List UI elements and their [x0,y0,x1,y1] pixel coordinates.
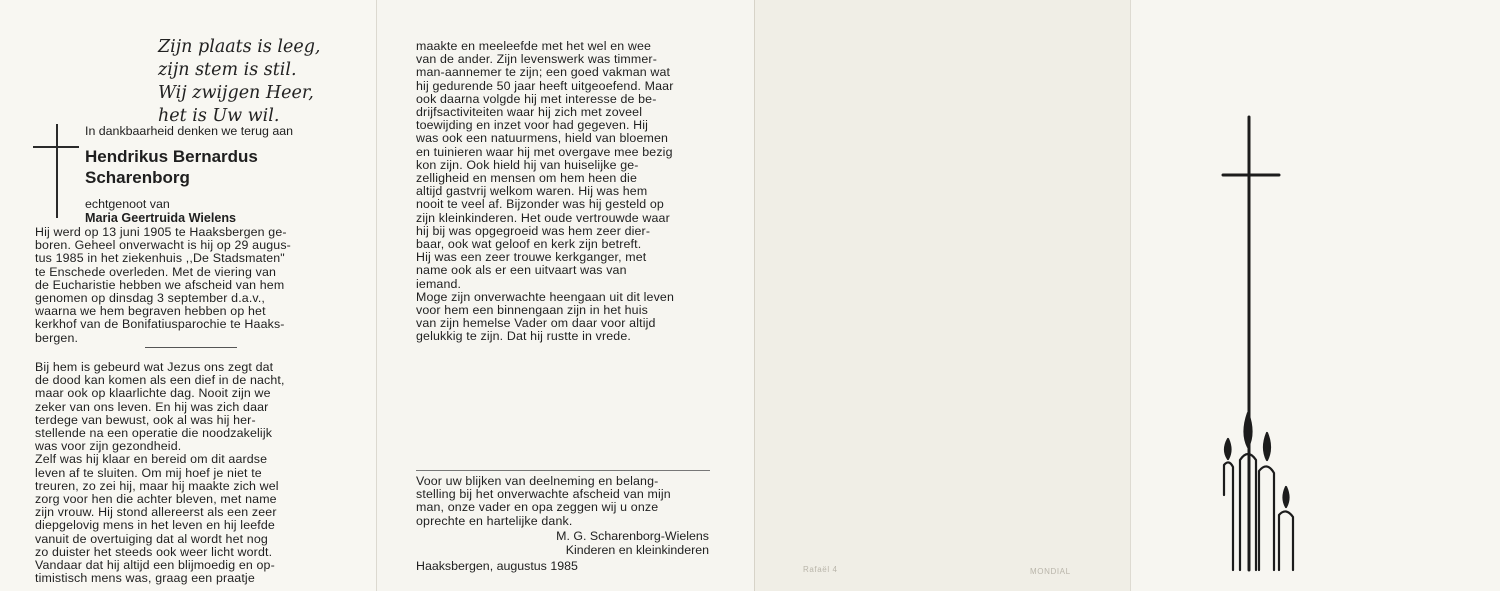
text-line: Voor uw blijken van deelneming en belang- [416,474,659,488]
text-line: ook daarna volgde hij met interesse de be- [416,91,657,106]
text-line: van de ander. Zijn levenswerk was timmer- [416,52,657,67]
signature-line: M. G. Scharenborg-Wielens [556,529,709,543]
text-line: tus 1985 in het ziekenhuis ,,De Stadsmaten" [35,251,285,266]
text-line: zijn kleinkinderen. Het oude vertrouwde waar [416,210,670,225]
print-mark-mondial: MONDIAL [1030,567,1071,576]
card-panel-4 [1130,0,1500,591]
biography-paragraph [35,226,359,345]
text-line: Hij was een zeer trouwe kerkganger, met [416,250,647,265]
text-line: vanuit de overtuiging dat al wordt het nog [35,531,268,546]
poem-line: Wij zwijgen Heer, [158,83,314,103]
signature-line: Kinderen en kleinkinderen [565,543,709,557]
text-line: Zelf was hij klaar en bereid om dit aardse [35,452,268,467]
print-mark-rafael: Rafaël 4 [803,565,838,574]
signature [525,529,709,557]
text-line: toewijding en inzet voor had gegeven. Hij [416,118,649,133]
name-line: Scharenborg [85,168,190,187]
text-line: te Enschede overleden. Met de viering van [35,264,277,279]
text-line: hij gedurende 50 jaar heeft uitgeoefend. Maar [416,78,674,93]
text-line: Vandaar dat hij altijd een blijmoedig en op- [35,558,275,573]
text-line: diepgelovig mens in het leven en hij leefde [35,518,275,533]
divider [145,347,237,348]
text-line: zo duister het steeds ook weer licht wordt. [35,544,273,559]
poem-line: zijn stem is stil. [158,60,297,80]
spouse-name: Maria Geertruida Wielens [85,211,237,225]
candle-icon [1224,462,1233,570]
cross-icon-bar [33,146,79,148]
text-line: baar, ook wat geloof en kerk zijn betreft. [416,237,642,252]
text-line: leven af te sluiten. Om mij hoef je niet te [35,465,262,480]
text-line: iemand. [416,276,462,291]
text-line: timistisch mens was, graag een praatje [35,571,255,586]
candle-icon [1279,511,1293,570]
candle-icon [1259,466,1274,570]
text-line: kon zijn. Ook hield hij van huiselijke ge- [416,157,639,172]
flame-icon [1245,413,1252,447]
text-line: man-aannemer te zijn; een goed vakman wat [416,65,671,80]
text-line: treuren, zo zei hij, maar hij maakte zich wel [35,478,279,493]
poem [158,36,358,128]
text-line: man, onze vader en opa zeggen wij u onze [416,500,659,515]
text-line: genomen op dinsdag 3 september d.a.v., [35,291,266,306]
text-line: bergen. [35,330,79,345]
flame-icon [1284,487,1289,507]
text-line: gelukkig te zijn. Dat hij rustte in vrede. [416,329,631,344]
text-line: was ook een natuurmens, hield van bloemen [416,131,669,146]
deceased-name [85,146,258,188]
text-line: was voor zijn gezondheid. [35,439,182,454]
text-line: name ook als er een uitvaart was van [416,263,627,278]
text-line: altijd gastvrij welkom waren. Hij was hem [416,184,648,199]
text-line: Moge zijn onverwachte heengaan uit dit leven [416,289,675,304]
text-line: terdege van bewust, ook al was hij her- [35,412,256,427]
text-line: de dood kan komen als een dief in de nacht, [35,373,285,388]
text-line: en tuinieren waar hij met overgave mee bezig [416,144,673,159]
text-line: van zijn hemelse Vader om daar voor altijd [416,316,656,331]
text-line: stellende na een operatie die noodzakelijk [35,426,273,441]
text-line: oprechte en hartelijke dank. [416,513,573,528]
cross-candles-illustration [1219,115,1319,575]
spouse-intro: echtgenoot van [85,197,170,211]
text-line: maar ook op klaarlichte dag. Nooit zijn we [35,386,271,401]
reflection-paragraph [35,361,359,585]
divider [416,470,710,471]
text-line: kerkhof van de Bonifatiusparochie te Haaks- [35,317,285,332]
poem-line: Zijn plaats is leeg, [158,37,321,57]
poem-line: het is Uw wil. [158,106,280,126]
text-line: nooit te veel af. Bijzonder was hij gesteld op [416,197,664,212]
text-line: maakte en meeleefde met het wel en wee [416,39,652,53]
card-panel-1 [0,0,376,591]
text-line: de Eucharistie hebben we afscheid van hem [35,277,285,292]
card-panel-3 [754,0,1131,591]
text-line: hij bij was opgegroeid was hem zeer dier- [416,223,651,238]
name-line: Hendrikus Bernardus [85,147,258,166]
text-line: zeker van ons leven. En hij was zich daar [35,399,269,414]
text-line: Hij werd op 13 juni 1905 te Haaksbergen ge- [35,225,287,239]
flame-icon [1264,433,1270,460]
biography-continued [416,40,710,344]
text-line: waarna we hem begraven hebben op het [35,304,266,319]
cross-icon [56,124,58,218]
card-panel-2 [376,0,755,591]
text-line: zorg voor hen die achter bleven, met name [35,492,277,507]
thanks-paragraph [416,475,710,528]
text-line: boren. Geheel onverwacht is hij op 29 augus- [35,238,291,253]
intro-text: In dankbaarheid denken we terug aan [85,124,294,138]
flame-icon [1225,439,1231,459]
text-line: drijfsactiviteiten waar hij zich met zoveel [416,105,643,120]
place-date: Haaksbergen, augustus 1985 [416,559,578,573]
text-line: stelling bij het onverwachte afscheid van mijn [416,487,671,502]
text-line: Bij hem is gebeurd wat Jezus ons zegt dat [35,360,274,374]
text-line: zijn vrouw. Hij stond allereerst als een zeer [35,505,277,520]
text-line: zelligheid en mensen om hem heen die [416,171,637,186]
text-line: voor hem een binnengaan zijn in het huis [416,303,648,318]
